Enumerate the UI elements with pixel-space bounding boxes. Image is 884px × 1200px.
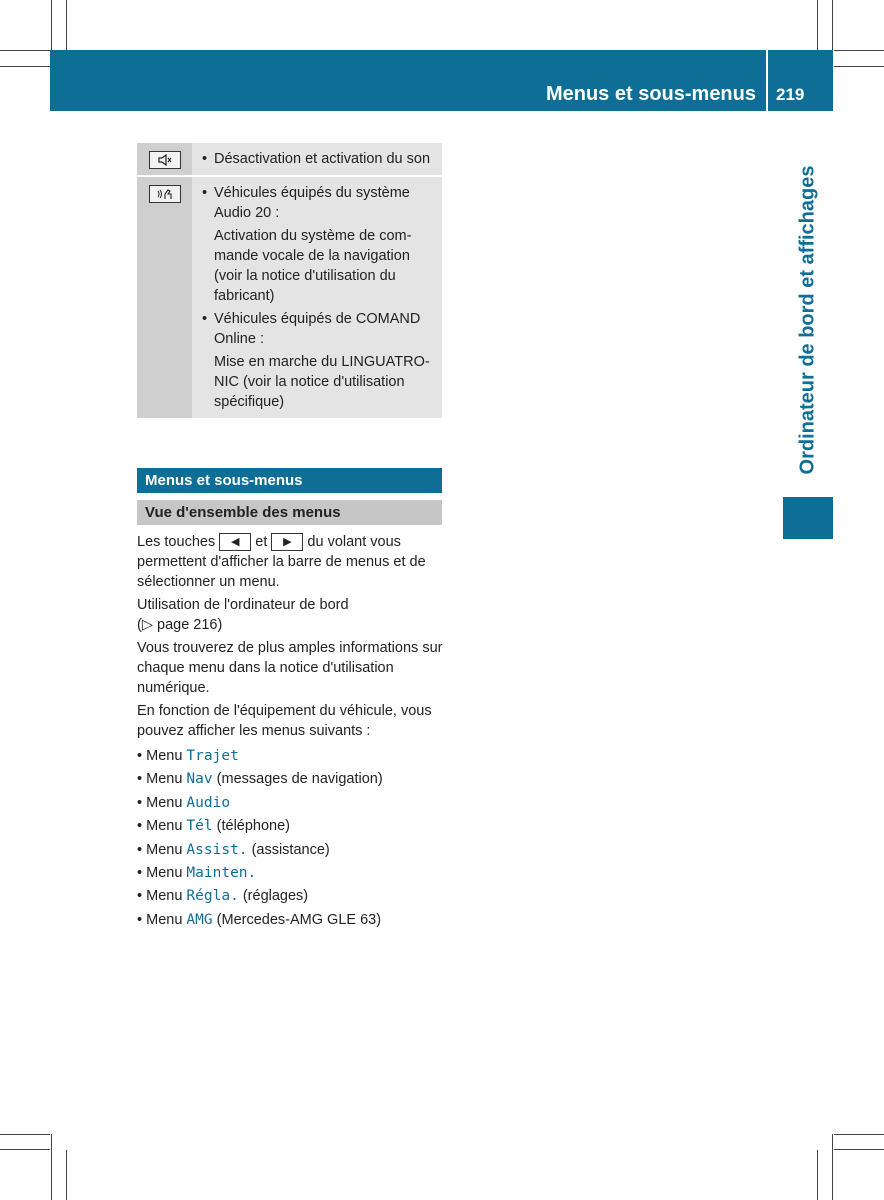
table-row: [137, 143, 442, 177]
item-title: Véhicules équipés du système Audio 20 :: [214, 185, 410, 221]
crop-mark: [832, 1134, 833, 1200]
list-item: [137, 745, 445, 768]
paragraph: [137, 595, 445, 635]
menu-prefix: Menu: [146, 794, 183, 811]
list-item: [202, 183, 436, 223]
crop-mark: [51, 0, 52, 50]
menu-description: (réglages): [242, 888, 309, 905]
chapter-side-label: Ordinateur de bord et affichages: [796, 165, 819, 475]
bullet: •: [137, 841, 143, 858]
menu-prefix: Menu: [146, 911, 183, 928]
bullet: •: [202, 185, 208, 201]
list-item: [137, 839, 445, 862]
crop-mark: [0, 66, 50, 67]
menu-name: Audio: [186, 794, 231, 811]
bullet: •: [137, 818, 143, 835]
list-item: [137, 768, 445, 791]
crop-mark: [834, 1149, 884, 1150]
menu-prefix: Menu: [146, 748, 183, 764]
crop-mark: [0, 1149, 50, 1150]
left-arrow-key-icon: ◀: [219, 533, 251, 551]
paragraph: Vous trouverez de plus amples informations sur chaque menu dans la notice d'utilisation numérique.: [137, 640, 443, 696]
menu-description: (assistance): [251, 841, 330, 858]
text-span: Les touches: [137, 534, 216, 550]
menu-name: Mainten.: [186, 864, 257, 881]
list-item: [137, 909, 445, 932]
subsection-heading: Vue d'ensemble des menus: [137, 500, 442, 525]
right-arrow-key-icon: ▶: [271, 533, 303, 551]
text-span: et: [255, 534, 268, 550]
menu-prefix: Menu: [146, 864, 183, 881]
crop-mark: [832, 0, 833, 50]
bullet: •: [137, 888, 143, 905]
page-reference-link[interactable]: (▷ page 216): [137, 617, 223, 633]
menu-prefix: Menu: [146, 818, 183, 835]
crop-mark: [0, 50, 50, 51]
bullet: •: [137, 911, 143, 928]
bullet: •: [137, 794, 143, 811]
section-heading: Menus et sous-menus: [137, 468, 442, 493]
bullet: •: [202, 311, 208, 327]
mute-speaker-icon: [149, 151, 181, 169]
bullet: •: [137, 771, 143, 788]
icon-cell: [137, 177, 192, 418]
list-item: [137, 862, 445, 885]
row-text: Désactivation et activation du son: [214, 151, 431, 167]
item-description: Activation du système de commande vocale de la navigation (voir la notice d'utilisation du fabricant): [214, 228, 412, 304]
list-item: [137, 885, 445, 908]
table-row: [137, 177, 442, 420]
chapter-tab-marker: [783, 497, 833, 539]
crop-mark: [66, 0, 67, 50]
list-item: [202, 309, 436, 349]
table-text-cell: [192, 143, 442, 175]
menu-name: Trajet: [186, 748, 239, 764]
crop-mark: [834, 50, 884, 51]
menu-list: [137, 745, 445, 932]
bullet: •: [137, 864, 143, 881]
voice-control-icon: [149, 185, 181, 203]
item-title: Véhicules équipés de COMAND Online :: [214, 311, 421, 347]
menu-name: AMG: [186, 911, 213, 928]
list-item: [202, 149, 436, 169]
item-description: Mise en marche du LINGUATRONIC (voir la notice d'utilisation spécifique): [214, 354, 430, 410]
page-number: 219: [776, 85, 805, 104]
crop-mark: [817, 1150, 818, 1200]
crop-mark: [834, 66, 884, 67]
menu-name: Assist.: [186, 841, 248, 858]
menu-name: Régla.: [186, 888, 239, 905]
text-span: Utilisation de l'ordinateur de bord: [137, 597, 349, 613]
header-divider: [766, 50, 768, 111]
menu-name: Tél: [186, 818, 213, 835]
list-item: [137, 815, 445, 838]
menu-name: Nav: [186, 771, 213, 788]
menu-prefix: Menu: [146, 841, 183, 858]
body-text: [137, 532, 445, 932]
paragraph: [137, 532, 445, 592]
crop-mark: [66, 1150, 67, 1200]
menu-prefix: Menu: [146, 771, 183, 788]
page-title: Menus et sous-menus: [545, 83, 756, 105]
text-span: du volant vous permettent d'afficher la barre de menus et de sélectionner un menu.: [137, 534, 426, 590]
crop-mark: [0, 1134, 50, 1135]
paragraph: En fonction de l'équipement du véhicule, vous pouvez afficher les menus suivants :: [137, 703, 432, 739]
menu-description: (messages de navigation): [216, 771, 383, 788]
bullet: •: [137, 748, 143, 764]
crop-mark: [817, 0, 818, 50]
menu-description: (Mercedes-AMG GLE 63): [216, 911, 382, 928]
list-item: [137, 792, 445, 815]
bullet: •: [202, 151, 208, 167]
icon-table: [137, 143, 442, 420]
crop-mark: [51, 1134, 52, 1200]
menu-description: (téléphone): [216, 818, 291, 835]
crop-mark: [834, 1134, 884, 1135]
icon-cell: [137, 143, 192, 175]
table-text-cell: [192, 177, 442, 418]
menu-prefix: Menu: [146, 888, 183, 905]
